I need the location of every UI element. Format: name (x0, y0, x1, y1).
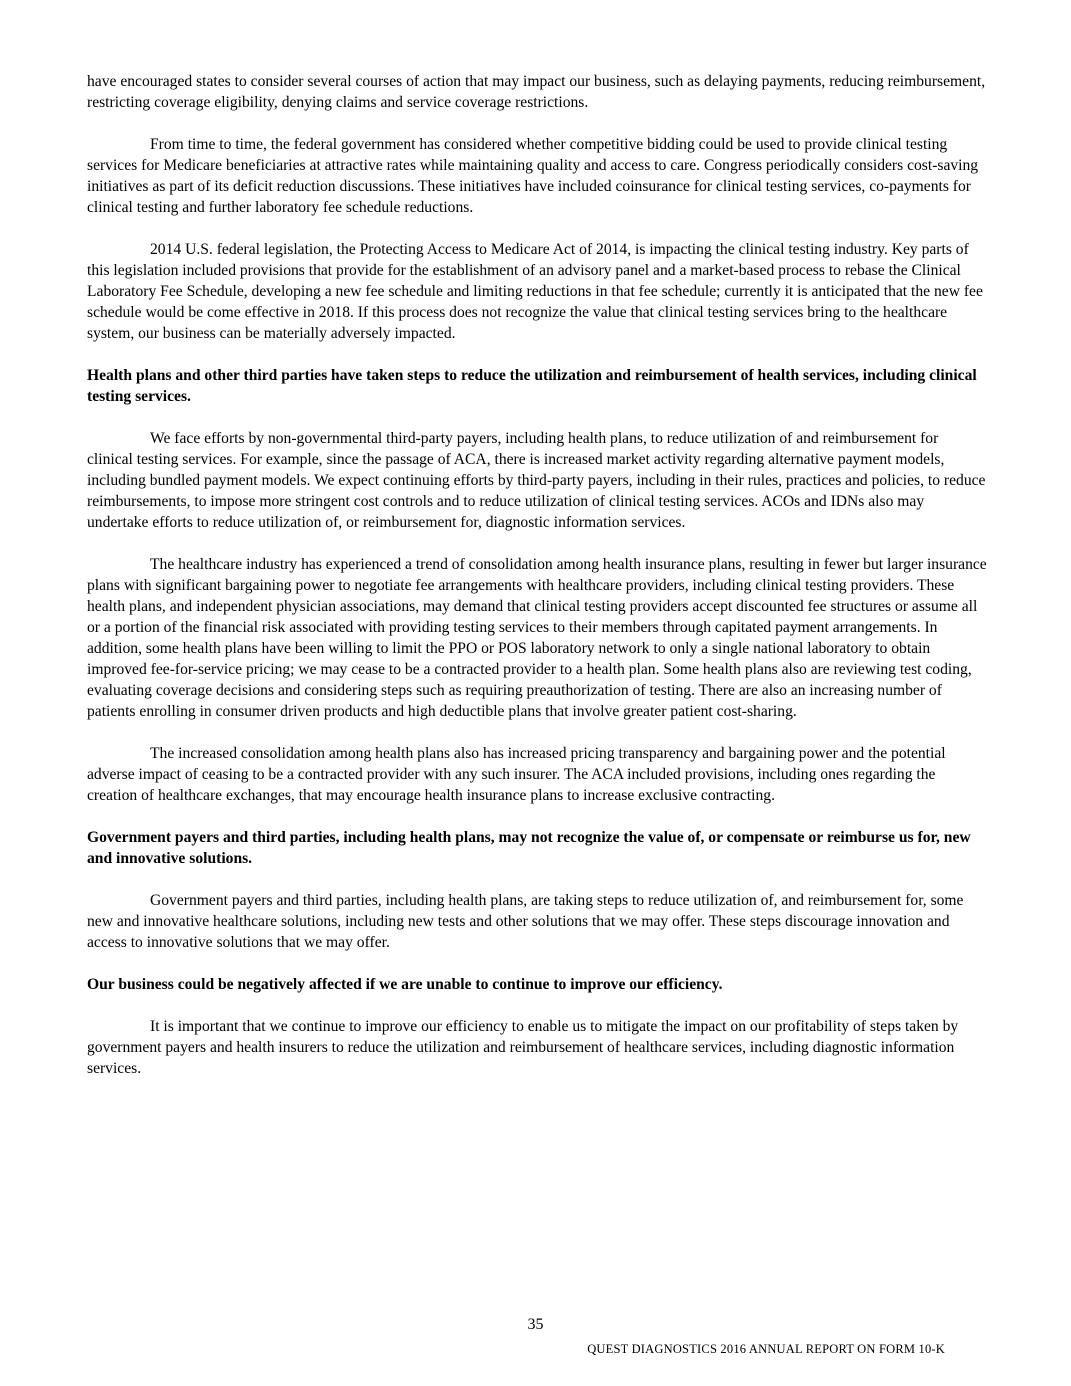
document-body (87, 71, 987, 1100)
paragraph-innovation-reimbursement: Government payers and third parties, including health plans, are taking steps to reduce utilization of, and reimbursement for, some new and innovative healthcare solutions, including new tests and other solutions that we may offer. These steps discourage innovation and access to innovative solutions that we may offer. (87, 892, 964, 951)
paragraph-competitive-bidding: From time to time, the federal government has considered whether competitive bidding could be used to provide clinical testing services for Medicare beneficiaries at attractive rates while maintaining quality and access to care. Congress periodically considers cost-saving initiatives as part of its deficit reduction discussions. These initiatives have included coinsurance for clinical testing services, co-payments for clinical testing and further laboratory fee schedule reductions. (87, 136, 979, 216)
paragraph-state-actions: have encouraged states to consider several courses of action that may impact our business, such as delaying payments, reducing reimbursement, restricting coverage eligibility, denying claims and service coverage restrictions. (87, 73, 986, 111)
page-number: 35 (527, 1316, 544, 1333)
paragraph-third-party-payers: We face efforts by non-governmental third-party payers, including health plans, to reduce utilization of and reimbursement for clinical testing services. For example, since the passage of ACA, there is increased market activity regarding alternative payment models, including bundled payment models. We expect continuing efforts by third-party payers, including in their rules, practices and policies, to reduce reimbursements, to impose more stringent cost controls and to reduce utilization of clinical testing services. ACOs and IDNs also may undertake efforts to reduce utilization of, or reimbursement for, diagnostic information services. (87, 430, 986, 531)
paragraph-insurance-consolidation: The healthcare industry has experienced a trend of consolidation among health insurance plans, resulting in fewer but larger insurance plans with significant bargaining power to negotiate fee arrangements with healthcare providers, including clinical testing providers. These health plans, and independent physician associations, may demand that clinical testing providers accept discounted fee structures or assume all or a portion of the financial risk associated with providing testing services to their members through capitated payment arrangements. In addition, some health plans have been willing to limit the PPO or POS laboratory network to only a single national laboratory to obtain improved fee-for-service pricing; we may cease to be a contracted provider to a health plan. Some health plans also are reviewing test coding, evaluating coverage decisions and considering steps such as requiring preauthorization of testing. There are also an increasing number of patients enrolling in consumer driven products and high deductible plans that involve greater patient cost-sharing. (87, 556, 987, 720)
paragraph-pama-legislation: 2014 U.S. federal legislation, the Protecting Access to Medicare Act of 2014, is impacting the clinical testing industry. Key parts of this legislation included provisions that provide for the establishment of an advisory panel and a market-based process to rebase the Clinical Laboratory Fee Schedule, developing a new fee schedule and limiting reductions in that fee schedule; currently it is anticipated that the new fee schedule would be come effective in 2018. If this process does not recognize the value that clinical testing services bring to the healthcare system, our business can be materially adversely impacted. (87, 241, 983, 342)
heading-health-plans-reduce-utilization: Health plans and other third parties have taken steps to reduce the utilization and reimbursement of health services, including clinical testing services. (87, 367, 977, 405)
heading-efficiency: Our business could be negatively affected if we are unable to continue to improve our efficiency. (87, 976, 723, 993)
heading-innovative-solutions: Government payers and third parties, including health plans, may not recognize the value of, or compensate or reimburse us for, new and innovative solutions. (87, 829, 971, 867)
paragraph-efficiency: It is important that we continue to improve our efficiency to enable us to mitigate the impact on our profitability of steps taken by government payers and health insurers to reduce the utilization and reimbursement of healthcare services, including diagnostic information services. (87, 1018, 959, 1077)
paragraph-pricing-transparency: The increased consolidation among health plans also has increased pricing transparency and bargaining power and the potential adverse impact of ceasing to be a contracted provider with any such insurer. The ACA included provisions, including ones regarding the creation of healthcare exchanges, that may encourage health insurance plans to increase exclusive contracting. (87, 745, 946, 804)
report-footer: QUEST DIAGNOSTICS 2016 ANNUAL REPORT ON FORM 10-K (587, 1342, 945, 1356)
